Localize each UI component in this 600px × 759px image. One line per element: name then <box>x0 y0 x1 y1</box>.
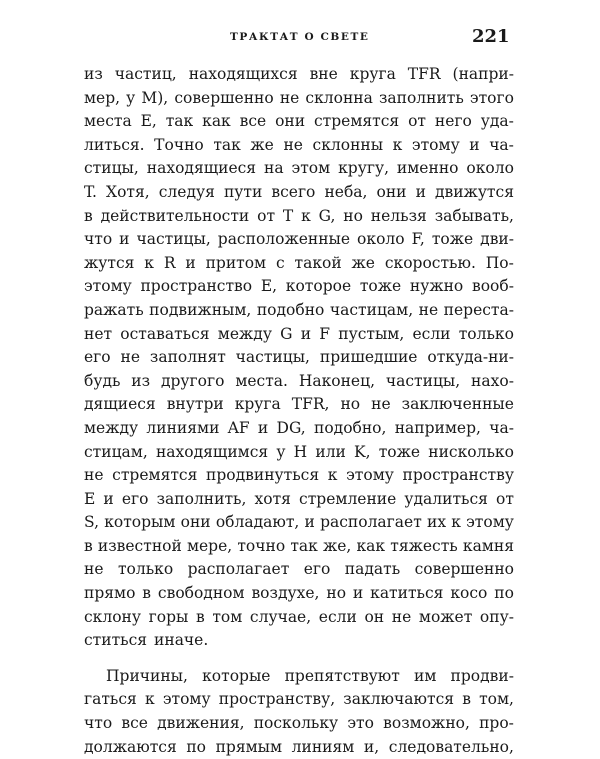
text-line: ражать подвижным, подобно частицам, не переста- <box>84 300 514 319</box>
text-line: мер, у M), совершенно не склонна заполнить этого <box>84 88 514 107</box>
paragraph <box>84 63 514 653</box>
text-line: T. Хотя, следуя пути всего неба, они и движутся <box>84 182 514 201</box>
page-header <box>0 26 600 50</box>
running-title: ТРАКТАТ О СВЕТЕ <box>230 31 370 43</box>
text-line: не только располагает его падать совершенно <box>84 560 514 579</box>
text-line: этому пространство E, которое тоже нужно вооб- <box>84 277 514 296</box>
text-line: ститься иначе. <box>84 631 209 650</box>
paragraph-break <box>84 653 514 665</box>
text-line: E и его заполнить, хотя стремление удалиться от <box>84 489 514 508</box>
text-line: его не заполнят частицы, пришедшие откуда-ни- <box>84 348 514 367</box>
text-line: стицы, находящиеся на этом кругу, именно около <box>84 159 514 178</box>
text-line: места E, так как все они стремятся от него уда- <box>84 112 514 131</box>
text-line: в действительности от T к G, но нельзя забывать, <box>84 206 514 225</box>
text-line: нет оставаться между G и F пустым, если только <box>84 324 514 343</box>
text-line: S, которым они обладают, и располагает их к этому <box>84 513 514 532</box>
text-line: должаются по прямым линиям и, следовательно, <box>84 737 514 756</box>
text-line: в известной мере, точно так же, как тяжесть камня <box>84 536 514 555</box>
text-line: из частиц, находящихся вне круга TFR (напри- <box>84 65 514 83</box>
text-line: что все движения, поскольку это возможно, про- <box>84 714 514 733</box>
text-line: гаться к этому пространству, заключаются в том, <box>84 690 514 709</box>
page-number: 221 <box>472 26 510 47</box>
text-line: дящиеся внутри круга TFR, но не заключенные <box>84 395 514 414</box>
text-line: стицам, находящимся у H или K, тоже нисколько <box>84 442 514 461</box>
text-line: между линиями AF и DG, подобно, например, ча- <box>84 418 514 437</box>
text-line: жутся к R и притом с такой же скоростью. По- <box>84 253 514 272</box>
text-line: литься. Точно так же не склонны к этому и ча- <box>84 135 514 154</box>
text-line: будь из другого места. Наконец, частицы, нахо- <box>84 371 514 390</box>
text-line: склону горы в том случае, если он не может опу- <box>84 607 514 626</box>
text-line: что и частицы, расположенные около F, тоже дви- <box>84 230 514 249</box>
paragraph <box>84 665 514 759</box>
text-line: Причины, которые препятствуют им продви- <box>106 666 514 685</box>
text-line: прямо в свободном воздухе, но и катиться косо по <box>84 584 514 603</box>
body-text <box>84 63 514 759</box>
text-line: не стремятся продвинуться к этому пространству <box>84 466 514 485</box>
